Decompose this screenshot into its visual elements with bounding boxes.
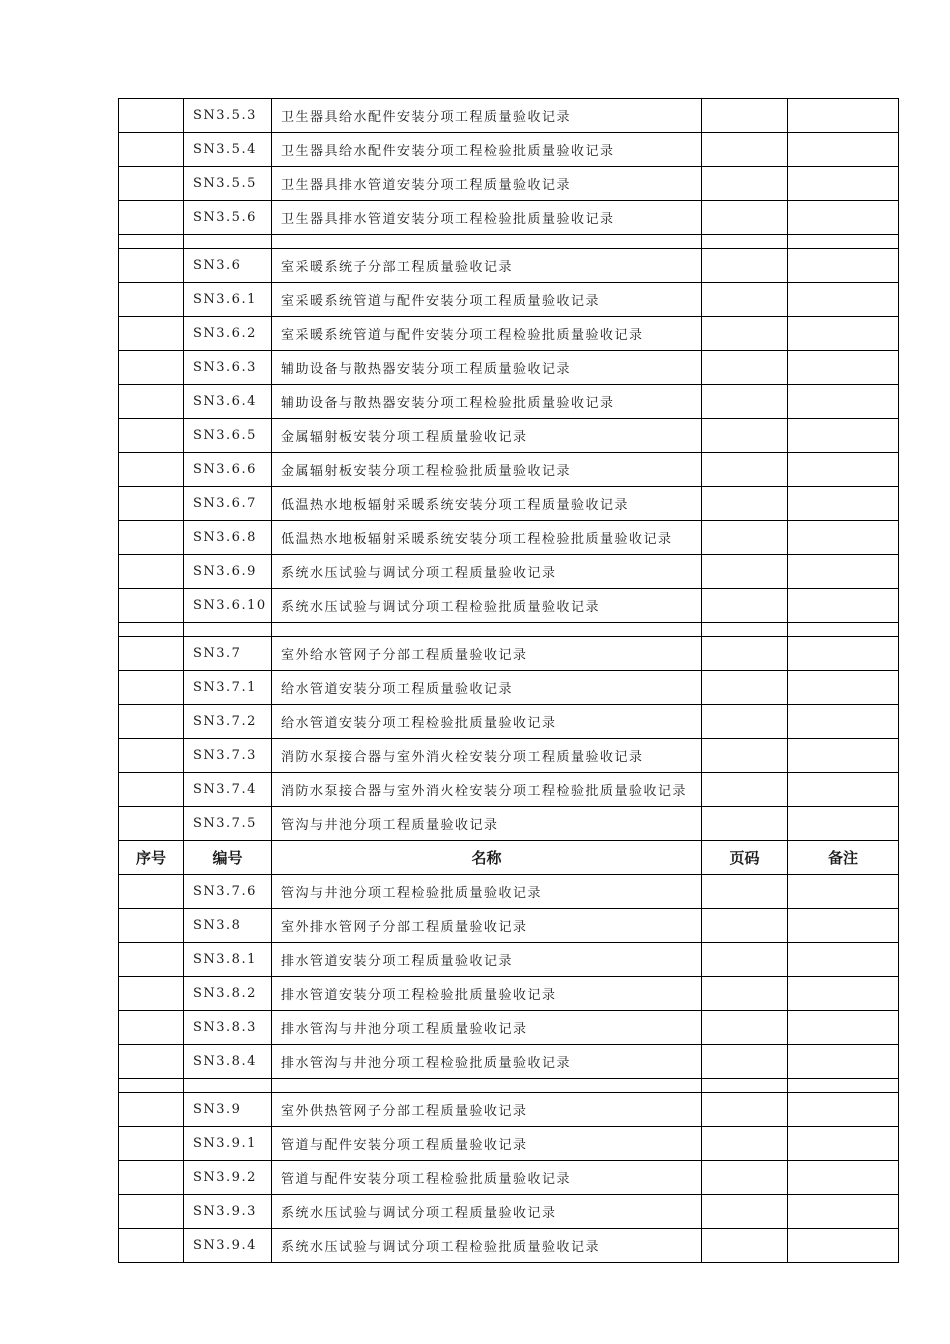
header-code: 编号 — [184, 841, 272, 875]
page-cell — [702, 201, 788, 235]
seq-cell — [119, 317, 184, 351]
table-row — [119, 705, 899, 739]
page-cell — [702, 521, 788, 555]
table-row — [119, 317, 899, 351]
page-cell — [702, 351, 788, 385]
code-cell: SN3.7.2 — [184, 705, 272, 739]
note-cell — [788, 1229, 899, 1263]
note-cell — [788, 133, 899, 167]
seq-cell — [119, 249, 184, 283]
spacer-row — [119, 1079, 899, 1093]
note-cell — [788, 739, 899, 773]
seq-cell — [119, 589, 184, 623]
page-cell — [702, 705, 788, 739]
page-cell — [702, 977, 788, 1011]
empty-cell — [272, 235, 702, 249]
table-row — [119, 1011, 899, 1045]
page-cell — [702, 1161, 788, 1195]
name-cell: 低温热水地板辐射采暖系统安装分项工程检验批质量验收记录 — [272, 521, 702, 555]
table-row — [119, 589, 899, 623]
table-header-row — [119, 841, 899, 875]
seq-cell — [119, 739, 184, 773]
name-cell: 管沟与井池分项工程质量验收记录 — [272, 807, 702, 841]
table-row — [119, 249, 899, 283]
table-row — [119, 1045, 899, 1079]
note-cell — [788, 283, 899, 317]
seq-cell — [119, 99, 184, 133]
table-body — [119, 99, 899, 1263]
code-cell: SN3.9.1 — [184, 1127, 272, 1161]
page-cell — [702, 249, 788, 283]
note-cell — [788, 1045, 899, 1079]
note-cell — [788, 521, 899, 555]
table-row — [119, 739, 899, 773]
table-row — [119, 351, 899, 385]
note-cell — [788, 453, 899, 487]
page-cell — [702, 133, 788, 167]
seq-cell — [119, 773, 184, 807]
code-cell: SN3.6.2 — [184, 317, 272, 351]
code-cell: SN3.5.5 — [184, 167, 272, 201]
seq-cell — [119, 1127, 184, 1161]
page-cell — [702, 1093, 788, 1127]
name-cell: 消防水泵接合器与室外消火栓安装分项工程质量验收记录 — [272, 739, 702, 773]
note-cell — [788, 875, 899, 909]
note-cell — [788, 1127, 899, 1161]
name-cell: 辅助设备与散热器安装分项工程检验批质量验收记录 — [272, 385, 702, 419]
code-cell: SN3.6.7 — [184, 487, 272, 521]
name-cell: 管道与配件安装分项工程检验批质量验收记录 — [272, 1161, 702, 1195]
empty-cell — [702, 1079, 788, 1093]
name-cell: 管道与配件安装分项工程质量验收记录 — [272, 1127, 702, 1161]
seq-cell — [119, 807, 184, 841]
empty-cell — [788, 623, 899, 637]
note-cell — [788, 317, 899, 351]
seq-cell — [119, 419, 184, 453]
code-cell: SN3.9 — [184, 1093, 272, 1127]
seq-cell — [119, 555, 184, 589]
table-row — [119, 875, 899, 909]
seq-cell — [119, 1195, 184, 1229]
seq-cell — [119, 1011, 184, 1045]
page-cell — [702, 773, 788, 807]
code-cell: SN3.6.10 — [184, 589, 272, 623]
name-cell: 排水管道安装分项工程检验批质量验收记录 — [272, 977, 702, 1011]
page-cell — [702, 317, 788, 351]
note-cell — [788, 1011, 899, 1045]
note-cell — [788, 977, 899, 1011]
page-cell — [702, 943, 788, 977]
empty-cell — [184, 1079, 272, 1093]
page-cell — [702, 167, 788, 201]
name-cell: 给水管道安装分项工程质量验收记录 — [272, 671, 702, 705]
note-cell — [788, 637, 899, 671]
page-cell — [702, 487, 788, 521]
empty-cell — [119, 235, 184, 249]
table-row — [119, 637, 899, 671]
table-row — [119, 133, 899, 167]
name-cell: 室外供热管网子分部工程质量验收记录 — [272, 1093, 702, 1127]
name-cell: 系统水压试验与调试分项工程检验批质量验收记录 — [272, 1229, 702, 1263]
code-cell: SN3.9.4 — [184, 1229, 272, 1263]
table-row — [119, 909, 899, 943]
code-cell: SN3.7.4 — [184, 773, 272, 807]
table-row — [119, 521, 899, 555]
table-row — [119, 1093, 899, 1127]
empty-cell — [788, 1079, 899, 1093]
code-cell: SN3.7.5 — [184, 807, 272, 841]
note-cell — [788, 385, 899, 419]
page-cell — [702, 555, 788, 589]
name-cell: 卫生器具给水配件安装分项工程质量验收记录 — [272, 99, 702, 133]
name-cell: 排水管沟与井池分项工程质量验收记录 — [272, 1011, 702, 1045]
seq-cell — [119, 385, 184, 419]
name-cell: 室采暖系统管道与配件安装分项工程检验批质量验收记录 — [272, 317, 702, 351]
note-cell — [788, 487, 899, 521]
code-cell: SN3.6.1 — [184, 283, 272, 317]
seq-cell — [119, 705, 184, 739]
page-cell — [702, 875, 788, 909]
empty-cell — [702, 235, 788, 249]
name-cell: 卫生器具排水管道安装分项工程检验批质量验收记录 — [272, 201, 702, 235]
header-page: 页码 — [702, 841, 788, 875]
table-row — [119, 943, 899, 977]
seq-cell — [119, 351, 184, 385]
seq-cell — [119, 453, 184, 487]
code-cell: SN3.8.4 — [184, 1045, 272, 1079]
header-note: 备注 — [788, 841, 899, 875]
seq-cell — [119, 283, 184, 317]
note-cell — [788, 705, 899, 739]
page-cell — [702, 385, 788, 419]
name-cell: 系统水压试验与调试分项工程质量验收记录 — [272, 555, 702, 589]
table-row — [119, 99, 899, 133]
name-cell: 室外排水管网子分部工程质量验收记录 — [272, 909, 702, 943]
code-cell: SN3.6.4 — [184, 385, 272, 419]
table-row — [119, 773, 899, 807]
code-cell: SN3.6 — [184, 249, 272, 283]
empty-cell — [272, 1079, 702, 1093]
code-cell: SN3.7.6 — [184, 875, 272, 909]
name-cell: 卫生器具给水配件安装分项工程检验批质量验收记录 — [272, 133, 702, 167]
seq-cell — [119, 201, 184, 235]
table-row — [119, 1195, 899, 1229]
code-cell: SN3.6.8 — [184, 521, 272, 555]
seq-cell — [119, 167, 184, 201]
page-cell — [702, 1229, 788, 1263]
table-row — [119, 385, 899, 419]
name-cell: 金属辐射板安装分项工程检验批质量验收记录 — [272, 453, 702, 487]
page-cell — [702, 1195, 788, 1229]
spacer-row — [119, 623, 899, 637]
name-cell: 给水管道安装分项工程检验批质量验收记录 — [272, 705, 702, 739]
code-cell: SN3.7 — [184, 637, 272, 671]
name-cell: 室外给水管网子分部工程质量验收记录 — [272, 637, 702, 671]
name-cell: 消防水泵接合器与室外消火栓安装分项工程检验批质量验收记录 — [272, 773, 702, 807]
code-cell: SN3.5.3 — [184, 99, 272, 133]
name-cell: 系统水压试验与调试分项工程检验批质量验收记录 — [272, 589, 702, 623]
name-cell: 卫生器具排水管道安装分项工程质量验收记录 — [272, 167, 702, 201]
seq-cell — [119, 909, 184, 943]
seq-cell — [119, 637, 184, 671]
page-cell — [702, 637, 788, 671]
note-cell — [788, 1093, 899, 1127]
seq-cell — [119, 521, 184, 555]
code-cell: SN3.8.2 — [184, 977, 272, 1011]
empty-cell — [119, 623, 184, 637]
seq-cell — [119, 1161, 184, 1195]
code-cell: SN3.5.4 — [184, 133, 272, 167]
page-cell — [702, 1045, 788, 1079]
code-cell: SN3.9.3 — [184, 1195, 272, 1229]
seq-cell — [119, 1229, 184, 1263]
empty-cell — [702, 623, 788, 637]
note-cell — [788, 671, 899, 705]
page-cell — [702, 739, 788, 773]
code-cell: SN3.5.6 — [184, 201, 272, 235]
page-cell — [702, 807, 788, 841]
note-cell — [788, 773, 899, 807]
code-cell: SN3.7.1 — [184, 671, 272, 705]
header-name: 名称 — [272, 841, 702, 875]
table-row — [119, 453, 899, 487]
table-row — [119, 555, 899, 589]
seq-cell — [119, 875, 184, 909]
code-cell: SN3.8.3 — [184, 1011, 272, 1045]
page-cell — [702, 589, 788, 623]
seq-cell — [119, 943, 184, 977]
table-row — [119, 487, 899, 521]
empty-cell — [272, 623, 702, 637]
note-cell — [788, 909, 899, 943]
empty-cell — [788, 235, 899, 249]
page-cell — [702, 1127, 788, 1161]
seq-cell — [119, 977, 184, 1011]
table-row — [119, 977, 899, 1011]
table-row — [119, 1161, 899, 1195]
name-cell: 室采暖系统子分部工程质量验收记录 — [272, 249, 702, 283]
name-cell: 排水管道安装分项工程质量验收记录 — [272, 943, 702, 977]
table-row — [119, 1229, 899, 1263]
table-row — [119, 201, 899, 235]
note-cell — [788, 249, 899, 283]
page-cell — [702, 909, 788, 943]
page-cell — [702, 671, 788, 705]
note-cell — [788, 99, 899, 133]
name-cell: 低温热水地板辐射采暖系统安装分项工程质量验收记录 — [272, 487, 702, 521]
empty-cell — [119, 1079, 184, 1093]
code-cell: SN3.6.9 — [184, 555, 272, 589]
note-cell — [788, 555, 899, 589]
note-cell — [788, 589, 899, 623]
name-cell: 辅助设备与散热器安装分项工程质量验收记录 — [272, 351, 702, 385]
note-cell — [788, 1195, 899, 1229]
note-cell — [788, 167, 899, 201]
seq-cell — [119, 487, 184, 521]
note-cell — [788, 201, 899, 235]
seq-cell — [119, 671, 184, 705]
name-cell: 排水管沟与井池分项工程检验批质量验收记录 — [272, 1045, 702, 1079]
page-cell — [702, 99, 788, 133]
page-cell — [702, 453, 788, 487]
note-cell — [788, 807, 899, 841]
code-cell: SN3.6.5 — [184, 419, 272, 453]
page-cell — [702, 419, 788, 453]
header-seq: 序号 — [119, 841, 184, 875]
name-cell: 金属辐射板安装分项工程质量验收记录 — [272, 419, 702, 453]
page-cell — [702, 1011, 788, 1045]
table-row — [119, 419, 899, 453]
empty-cell — [184, 623, 272, 637]
code-cell: SN3.6.6 — [184, 453, 272, 487]
name-cell: 管沟与井池分项工程检验批质量验收记录 — [272, 875, 702, 909]
note-cell — [788, 419, 899, 453]
records-index-table — [118, 98, 899, 1263]
name-cell: 室采暖系统管道与配件安装分项工程质量验收记录 — [272, 283, 702, 317]
seq-cell — [119, 1093, 184, 1127]
page-cell — [702, 283, 788, 317]
table-row — [119, 283, 899, 317]
table-row — [119, 807, 899, 841]
code-cell: SN3.6.3 — [184, 351, 272, 385]
code-cell: SN3.8.1 — [184, 943, 272, 977]
empty-cell — [184, 235, 272, 249]
table-row — [119, 671, 899, 705]
note-cell — [788, 1161, 899, 1195]
note-cell — [788, 351, 899, 385]
seq-cell — [119, 1045, 184, 1079]
spacer-row — [119, 235, 899, 249]
seq-cell — [119, 133, 184, 167]
code-cell: SN3.7.3 — [184, 739, 272, 773]
note-cell — [788, 943, 899, 977]
table-row — [119, 167, 899, 201]
code-cell: SN3.9.2 — [184, 1161, 272, 1195]
table-row — [119, 1127, 899, 1161]
code-cell: SN3.8 — [184, 909, 272, 943]
name-cell: 系统水压试验与调试分项工程质量验收记录 — [272, 1195, 702, 1229]
